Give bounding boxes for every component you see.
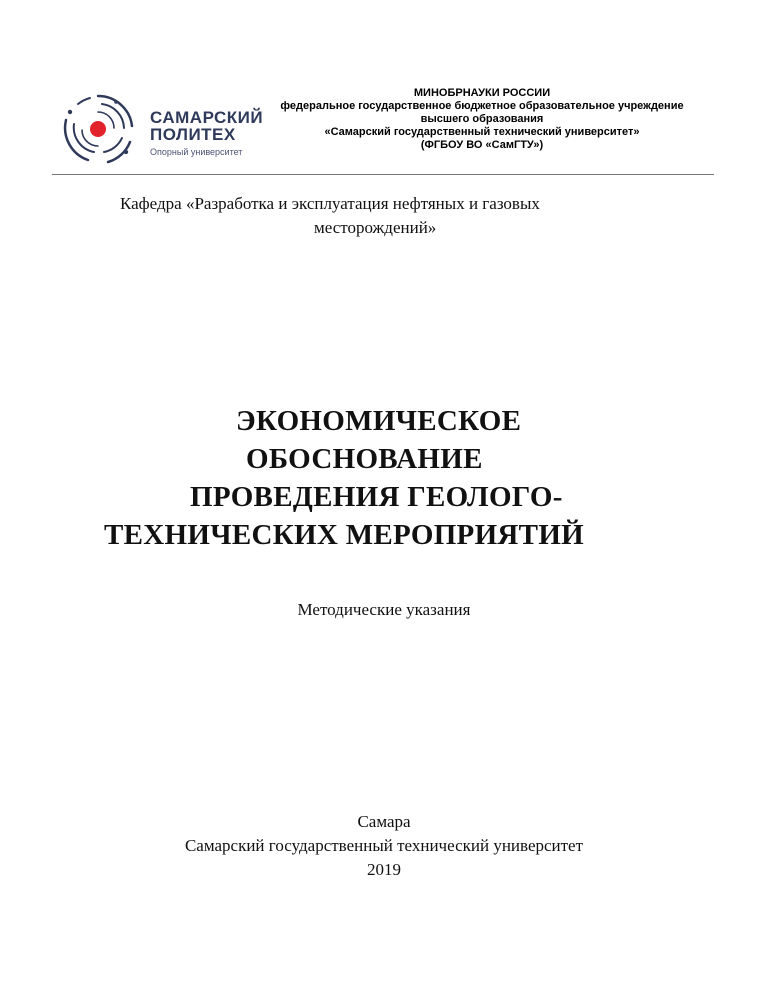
institution-type-line1: федеральное государственное бюджетное образовательное учреждение	[280, 100, 684, 112]
document-type: Методические указания	[297, 600, 471, 619]
title-line1: ЭКОНОМИЧЕСКОЕ	[236, 405, 522, 437]
ministry-name: МИНОБРНАУКИ РОССИИ	[413, 87, 551, 99]
logo-text-line2: ПОЛИТЕХ	[150, 125, 236, 144]
imprint-year: 2019	[367, 860, 401, 879]
university-name: «Самарский государственный технический университет»	[324, 126, 640, 138]
document-title	[0, 402, 768, 554]
title-line2: ОБОСНОВАНИЕ	[246, 443, 483, 475]
department-line2: месторождений»	[314, 218, 437, 237]
logo-text-line1: САМАРСКИЙ	[150, 108, 264, 127]
title-line3: ПРОВЕДЕНИЯ ГЕОЛОГО-	[190, 481, 563, 513]
institution-header	[262, 87, 702, 152]
imprint-city: Самара	[357, 812, 411, 831]
header-divider	[52, 174, 714, 175]
university-abbreviation: (ФГБОУ ВО «СамГТУ»)	[420, 139, 544, 151]
imprint	[0, 810, 768, 882]
logo-subtitle: Опорный университет	[150, 147, 243, 157]
department-line1: Кафедра «Разработка и эксплуатация нефтяных и газовых	[120, 194, 540, 213]
atom-emblem-icon	[58, 90, 148, 168]
title-line4: ТЕХНИЧЕСКИХ МЕРОПРИЯТИЙ	[104, 519, 585, 551]
university-logo	[58, 90, 264, 168]
institution-type-line2: высшего образования	[420, 113, 544, 125]
imprint-publisher: Самарский государственный технический университет	[184, 836, 584, 855]
department-name	[120, 192, 680, 240]
